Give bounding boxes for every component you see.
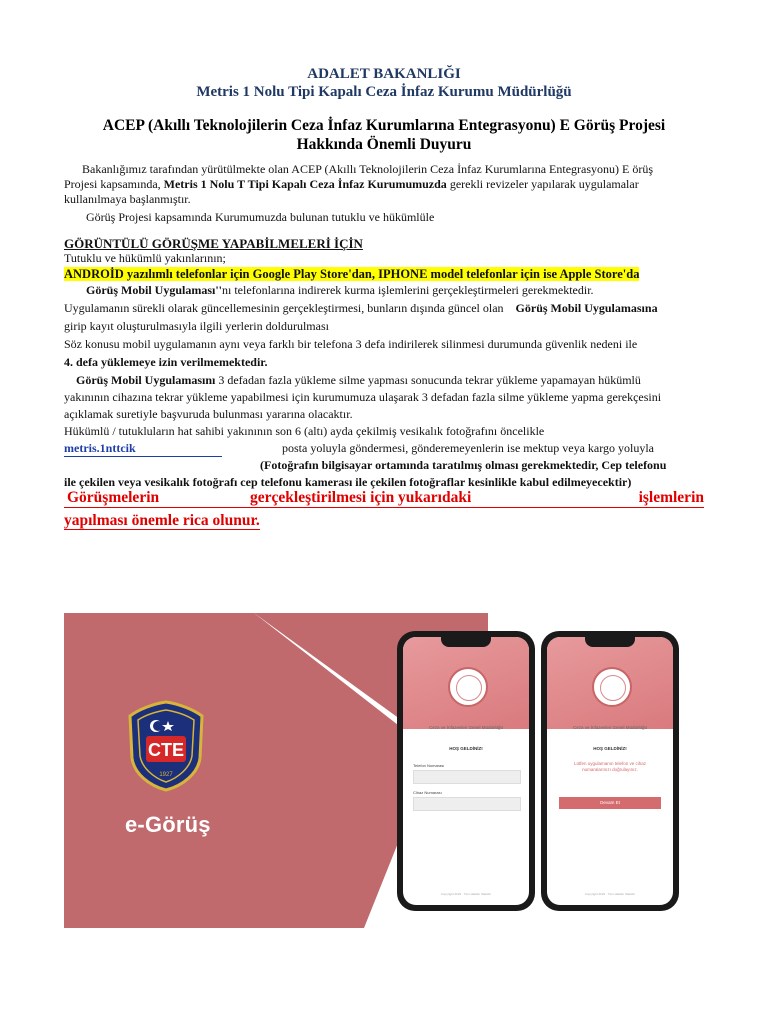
email-link[interactable]: metris.1nttcik: [64, 441, 222, 457]
section-line6: Söz konusu mobil uygulamanın aynı veya farklı bir telefona 3 defa indirilerek silinmesi durumunda güvenlik nedeni ile: [64, 337, 638, 351]
closing-line1: [64, 488, 704, 508]
confirm-button[interactable]: Devam Et: [559, 797, 661, 809]
store-highlight: ANDROİD yazılımlı telefonlar için Google Play Store'dan, IPHONE model telefonlar için ise Apple Store'da: [64, 267, 640, 281]
closing-notice: [64, 488, 704, 530]
closing-word2: gerçekleştirilmesi için yukarıdaki: [250, 489, 472, 506]
announcement-title-line2: Hakkında Önemli Duyuru: [296, 136, 472, 153]
section-line5: girip kayıt oluşturulmasıyla ilgili yerlerin doldurulması: [64, 319, 329, 333]
intro-line2: [64, 177, 712, 192]
phone-mockup-verify: [541, 631, 679, 911]
section-line8: [64, 373, 712, 388]
announcement-title-line1: ACEP (Akıllı Teknolojilerin Ceza İnfaz Kurumlarına Entegrasyonu) E Görüş Projesi: [102, 117, 666, 134]
phone-footer-2: Copyright 2022 · Tüm Hakları Saklıdır: [584, 892, 636, 896]
section-line12-text: posta yoluyla göndermesi, gönderemeyenlerin ise mektup veya kargo yoluyla: [282, 441, 655, 455]
section-line1: Tutuklu ve hükümlü yakınlarının;: [64, 251, 226, 265]
section-line3: [64, 283, 712, 298]
ministry-seal-icon-2: [592, 667, 632, 707]
phone-footer: Copyright 2022 · Tüm Hakları Saklıdır: [440, 892, 492, 896]
section-line3-b: nı telefonlarına indirerek kurma işlemlerini gerçekleştirmeleri gerekmektedir.: [222, 283, 594, 297]
app-name-bold-3: Görüş Mobil Uygulamasını: [76, 373, 216, 387]
app-name-bold-2: Görüş Mobil Uygulamasına: [515, 301, 658, 315]
closing-word3: işlemlerin: [638, 489, 704, 506]
section-line11: Hükümlü / tutukluların hat sahibi yakınının son 6 (altı) ayda çekilmiş vesikalık fotoğrafını öncelikle: [64, 424, 545, 438]
section-line4: [64, 301, 712, 316]
phone-number-input[interactable]: [413, 770, 521, 784]
announcement-title: [0, 116, 768, 154]
ministry-seal-icon: [448, 667, 488, 707]
info-message-2: numaralarınızı doğrulayınız.: [582, 767, 638, 772]
section-line12: [64, 441, 712, 457]
phone-screen-verify: [547, 637, 673, 905]
intro-line2-a: Projesi kapsamında,: [64, 177, 164, 191]
phone-screen-login: [403, 637, 529, 905]
phone-label: Telefon Numarası: [413, 763, 445, 768]
phone-mockup-login: [397, 631, 535, 911]
section-heading: GÖRÜNTÜLÜ GÖRÜŞME YAPABİLMELERİ İÇİN: [64, 236, 363, 251]
institution-name-bold: Metris 1 Nolu T Tipi Kapalı Ceza İnfaz Kurumumuzda: [163, 177, 447, 191]
closing-word1: Görüşmelerin: [67, 489, 160, 506]
welcome-text: HOŞ GELDİNİZ!: [449, 746, 483, 751]
info-message: Lütfen uygulamanın telefon ve cihaz: [573, 761, 647, 766]
egorus-title: e-Görüş: [125, 812, 211, 837]
section-line13: (Fotoğrafın bilgisayar ortamında taratılmış olması gerekmektedir, Cep telefonu: [260, 458, 667, 472]
intro-line1: Bakanlığımız tarafından yürütülmekte olan ACEP (Akıllı Teknolojilerin Ceza İnfaz Kurumlarına Entegrasyonu) E örüş: [82, 162, 654, 176]
device-number-input[interactable]: [413, 797, 521, 811]
app-subtitle-text-2: Ceza ve İnfazevleri Genel Müdürlüğü: [572, 725, 648, 730]
section-body: [64, 251, 712, 490]
app-subtitle-text: Ceza ve İnfazevleri Genel Müdürlüğü: [428, 725, 504, 730]
intro-line3: kullanılmaya başlanmıştır.: [64, 192, 191, 206]
section-line7: 4. defa yüklemeye izin verilmemektedir.: [64, 355, 268, 369]
section-line10: açıklamak suretiyle başvuruda bulunması yararına olacaktır.: [64, 407, 353, 421]
section-line8-b: 3 defadan fazla yükleme silme yapması sonucunda tekrar yükleme yapamayan hükümlü: [215, 373, 641, 387]
welcome-text-2: HOŞ GELDİNİZ!: [593, 746, 627, 751]
section-line9: yakınının cihazına tekrar yükleme yapabilmesi için kurumumuza ulaşarak 3 defadan fazla silme yükleme yapma gerekçesini: [64, 390, 662, 404]
section-line14: ile çekilen veya vesikalık fotoğrafı cep telefonu kamerası ile çekilen fotoğraflar kesinlikle kabul edilmeyecektir): [64, 475, 632, 489]
cte-emblem-icon: [128, 700, 204, 792]
intro-paragraph: [64, 162, 712, 225]
section-line4-a: Uygulamanın sürekli olarak güncellemesinin gerçekleştirmesi, bunların dışında güncel olan: [64, 301, 504, 315]
closing-line2: yapılması önemle rica olunur.: [64, 512, 260, 529]
organization-title: ADALET BAKANLIĞI: [307, 66, 461, 82]
svg-text:1927: 1927: [159, 772, 173, 778]
citizen-id-label: Cihaz Numarası: [413, 790, 442, 795]
app-name-bold: Görüş Mobil Uygulaması'': [86, 283, 223, 297]
intro-line2-c: gerekli revizeler yapılarak uygulamalar: [446, 177, 639, 191]
institution-subtitle: Metris 1 Nolu Tipi Kapalı Ceza İnfaz Kurumu Müdürlüğü: [196, 84, 572, 100]
intro-line4: Görüş Projesi kapsamında Kurumumuzda bulunan tutuklu ve hükümlüle: [86, 210, 435, 224]
svg-text:CTE: CTE: [148, 740, 184, 760]
